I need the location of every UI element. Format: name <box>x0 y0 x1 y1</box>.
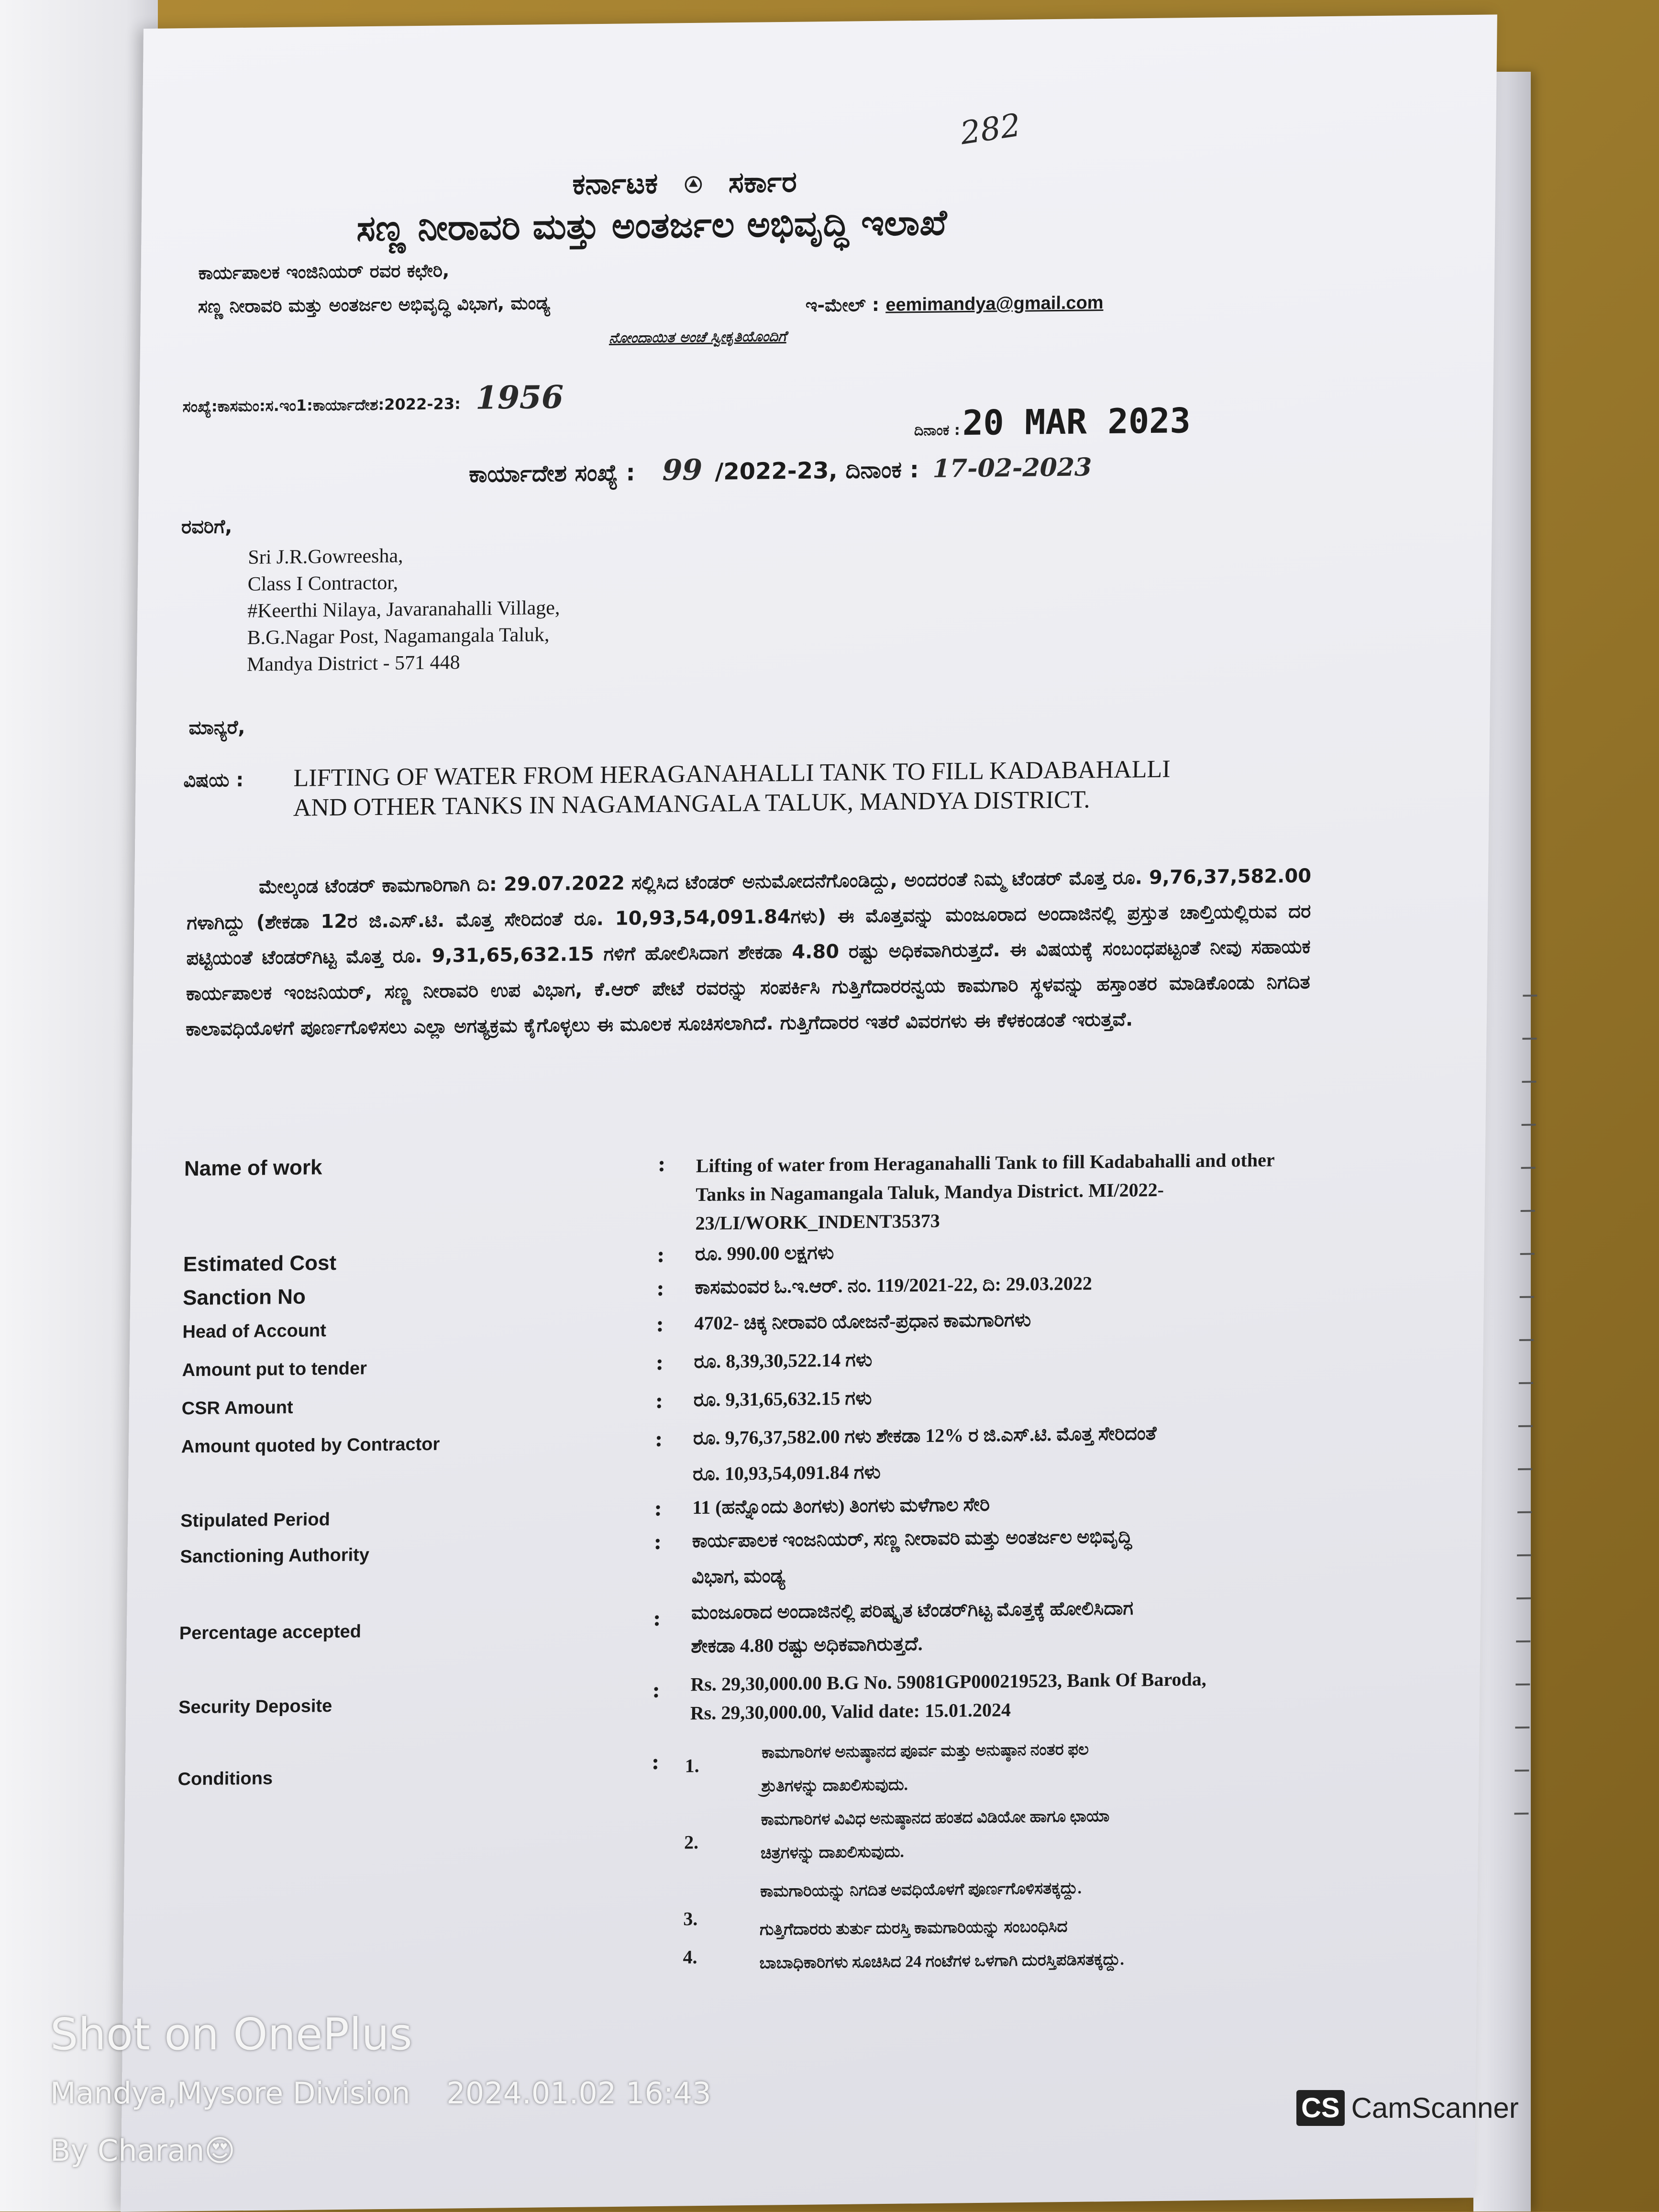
detail-value-percentage-accepted: ಮಂಜೂರಾದ ಅಂದಾಜಿನಲ್ಲಿ ಪರಿಷ್ಕೃತ ಟೆಂಡರ್‌ಗಿಟ್ಟ ಮೊತ್ತಕ್ಕೆ ಹೋಲಿಸಿದಾಗ <box>691 1597 1134 1624</box>
colon-separator: : <box>654 1427 663 1452</box>
camscanner-logo-icon: CS <box>1296 2090 1345 2126</box>
colon-separator: : <box>656 1312 664 1337</box>
date-stamp: 20 MAR 2023 <box>962 400 1191 443</box>
photo-meta <box>50 2076 711 2111</box>
email-block <box>805 291 1103 317</box>
detail-value-stipulated-period: 11 (ಹನ್ನೊಂದು ತಿಂಗಳು) ತಿಂಗಳು ಮಳೆಗಾಲ ಸೇರಿ <box>692 1493 990 1519</box>
reference-handwritten: 1956 <box>475 378 564 417</box>
detail-value-sanctioning-authority-2: ವಿಭಾಗ, ಮಂಡ್ಯ <box>691 1565 785 1588</box>
date-block <box>914 400 1191 443</box>
govt-name: ಕರ್ನಾಟಕ <box>572 166 658 201</box>
detail-label: Amount put to tender <box>182 1358 367 1381</box>
office-line-2: ಸಣ್ಣ ನೀರಾವರಿ ಮತ್ತು ಅಂತರ್ಜಲ ಅಭಿವೃದ್ಧಿ ವಿಭಾಗ, ಮಂಡ್ಯ <box>198 292 551 317</box>
colon-separator: : <box>656 1276 664 1301</box>
colon-separator: : <box>653 1530 662 1555</box>
condition-text: ಚಿತ್ರಗಳನ್ನು ದಾಖಲಿಸುವುದು. <box>760 1843 905 1862</box>
detail-value-security-deposit: Rs. 29,30,000.00 B.G No. 59081GP000219523, Bank Of Baroda, <box>690 1668 1206 1695</box>
condition-text: ಕಾಮಗಾರಿಗಳ ವಿವಿಧ ಅನುಷ್ಠಾನದ ಹಂತದ ವಿಡಿಯೋ ಹಾಗೂ ಛಾಯಾ <box>761 1807 1110 1829</box>
condition-text: ಶ್ರುತಿಗಳನ್ನು ದಾಖಲಿಸುವುದು. <box>761 1776 908 1795</box>
detail-label: CSR Amount <box>181 1397 293 1419</box>
condition-text: ಕಾಮಗಾರಿಯನ್ನು ನಿಗದಿತ ಅವಧಿಯೊಳಗೆ ಪೂರ್ಣಗೊಳಿಸತಕ್ಕದ್ದು. <box>760 1879 1082 1901</box>
detail-label: Percentage accepted <box>179 1621 362 1644</box>
colon-separator: : <box>657 1152 666 1177</box>
detail-value-head-of-account: 4702- ಚಿಕ್ಕ ನೀರಾವರಿ ಯೋಜನೆ-ಪ್ರಧಾನ ಕಾಮಗಾರಿಗಳು <box>694 1309 1031 1334</box>
condition-text: ಕಾಮಗಾರಿಗಳ ಅನುಷ್ಠಾನದ ಪೂರ್ವ ಮತ್ತು ಅನುಷ್ಠಾನ ನಂತರ ಫಲ <box>761 1740 1089 1762</box>
work-order-number: 99 <box>662 453 703 487</box>
email-label: ಇ-ಮೇಲ್ : <box>805 294 880 316</box>
condition-number: 4. <box>683 1946 697 1968</box>
salutation: ಮಾನ್ಯರೆ, <box>188 716 245 739</box>
work-order-rest: /2022-23, ದಿನಾಂಕ : <box>715 456 919 485</box>
detail-label: Security Deposite <box>178 1696 332 1718</box>
photo-timestamp: 2024.01.02 16:43 <box>446 2076 711 2111</box>
work-order-line <box>469 449 1092 489</box>
date-label: ದಿನಾಂಕ : <box>914 422 961 440</box>
recipient-to-label: ರವರಿಗೆ, <box>181 516 232 539</box>
department-name: ಸಣ್ಣ ನೀರಾವರಿ ಮತ್ತು ಅಂತರ್ಜಲ ಅಭಿವೃದ್ಧಿ ಇಲಾಖೆ <box>356 202 947 250</box>
subject-label: ವಿಷಯ : <box>183 769 244 792</box>
detail-value-amount-put-to-tender: ರೂ. 8,39,30,522.14 ಗಳು <box>694 1349 873 1373</box>
reference-number <box>182 378 564 419</box>
photo-author: By Charan😍 <box>50 2133 235 2168</box>
photo-location: Mandya,Mysore Division <box>50 2076 410 2111</box>
handwritten-page-number: 282 <box>958 106 1023 152</box>
detail-label: Head of Account <box>182 1321 327 1343</box>
detail-value-name-of-work: Lifting of water from Heraganahalli Tank to fill Kadabahalli and other Tanks in Nagamangala Taluk, Mandya District. MI/2022-23/LI/WORK_INDENT35373 <box>695 1149 1275 1234</box>
registered-post-note: ನೋಂದಾಯಿತ ಅಂಚೆ ಸ್ವೀಕೃತಿಯೊಂದಿಗೆ <box>608 328 787 347</box>
condition-text: ಗುತ್ತಿಗೆದಾರರು ತುರ್ತು ದುರಸ್ತಿ ಕಾಮಗಾರಿಯನ್ನು ಸಂಬಂಧಿಸಿದ <box>759 1917 1068 1939</box>
condition-number: 1. <box>685 1755 700 1777</box>
subject-line: AND OTHER TANKS IN NAGAMANGALA TALUK, MANDYA DISTRICT. <box>293 786 1090 822</box>
colon-separator: : <box>653 1606 661 1631</box>
detail-label: Name of work <box>184 1156 322 1181</box>
colon-separator: : <box>651 1750 660 1775</box>
detail-value-sanction-no: ಕಾಸಮಂವರ ಓ.ಇ.ಆರ್. ನಂ. 119/2021-22, ದಿ: 29.03.2022 <box>695 1272 1093 1299</box>
address-line: #Keerthi Nilaya, Javaranahalli Village, <box>247 596 560 622</box>
detail-label: Amount quoted by Contractor <box>181 1434 440 1457</box>
condition-number: 3. <box>683 1908 698 1930</box>
work-order-date: 17-02-2023 <box>932 452 1092 484</box>
address-line: Mandya District - 571 448 <box>246 651 460 676</box>
details-table <box>177 1145 1332 1972</box>
work-order-label: ಕಾರ್ಯಾದೇಶ ಸಂಖ್ಯೆ : <box>468 459 636 488</box>
detail-value-amount-quoted-gst: ರೂ. 10,93,54,091.84 ಗಳು <box>692 1461 881 1485</box>
camscanner-watermark <box>1296 2090 1519 2126</box>
address-line: Sri J.R.Gowreesha, <box>248 545 403 569</box>
detail-label: Conditions <box>177 1768 273 1790</box>
address-line: Class I Contractor, <box>247 572 398 595</box>
condition-text: ಬಾಬಾಧಿಕಾರಿಗಳು ಸೂಚಿಸಿದ 24 ಗಂಟೆಗಳ ಒಳಗಾಗಿ ದುರಸ್ತಿಪಡಿಸತಕ್ಕದ್ದು. <box>759 1950 1125 1972</box>
condition-number: 2. <box>684 1831 699 1853</box>
govt-title <box>572 165 797 201</box>
detail-value-sanctioning-authority: ಕಾರ್ಯಪಾಲಕ ಇಂಜನಿಯರ್, ಸಣ್ಣ ನೀರಾವರಿ ಮತ್ತು ಅಂತರ್ಜಲ ಅಭಿವೃದ್ಧಿ <box>692 1525 1132 1552</box>
detail-label: Stipulated Period <box>180 1509 330 1531</box>
detail-value-estimated-cost: ರೂ. 990.00 ಲಕ್ಷಗಳು <box>695 1242 834 1265</box>
email-address: eemimandya@gmail.com <box>885 293 1104 315</box>
detail-value-security-deposit-2: Rs. 29,30,000.00, Valid date: 15.01.2024 <box>690 1699 1011 1724</box>
address-line: B.G.Nagar Post, Nagamangala Taluk, <box>247 624 550 649</box>
detail-value-csr-amount: ರೂ. 9,31,65,632.15 ಗಳು <box>693 1387 872 1411</box>
colon-separator: : <box>652 1678 660 1703</box>
detail-value-percentage-accepted-2: ಶೇಕಡಾ 4.80 ರಷ್ಟು ಅಧಿಕವಾಗಿರುತ್ತದೆ. <box>691 1633 923 1657</box>
detail-label: Sanction No <box>182 1285 306 1310</box>
colon-separator: : <box>654 1496 662 1521</box>
reference-label: ಸಂಖ್ಯೆ:ಕಾಸಮಂ:ಸ.ಇಂ1:ಕಾರ್ಯಾದೇಶ:2022-23: <box>182 395 461 416</box>
colon-separator: : <box>655 1350 664 1375</box>
conditions-list <box>683 1739 1307 1972</box>
body-paragraph: ಮೇಲ್ಕಂಡ ಟೆಂಡರ್ ಕಾಮಗಾರಿಗಾಗಿ ದಿ: 29.07.2022 ಸಲ್ಲಿಸಿದ ಟೆಂಡರ್ ಅನುಮೋದನೆಗೊಂಡಿದ್ದು, ಅಂದರಂತೆ ನಿಮ್ಮ ಟೆಂಡರ್ ಮೊತ್ತ ರೂ. 9,76,37,582.00 ಗಳಾಗಿದ್ದು (ಶೇಕಡಾ 12ರ ಜಿ.ಎಸ್.ಟಿ. ಮೊತ್ತ ಸೇರಿದಂತೆ ರೂ. 10,93,54,091.84ಗಳು) ಈ ಮೊತ್ತವನ್ನು ಮಂಜೂರಾದ ಅಂದಾಜಿನಲ್ಲಿ ಪ್ರಸ್ತುತ ಚಾಲ್ತಿಯಲ್ಲಿರುವ ದರ ಪಟ್ಟಿಯಂತೆ ಟೆಂಡರ್‌ಗಿಟ್ಟ ಮೊತ್ತ ರೂ. 9,31,65,632.15 ಗಳಿಗೆ ಹೋಲಿಸಿದಾಗ ಶೇಕಡಾ 4.80 ರಷ್ಟು ಅಧಿಕವಾಗಿರುತ್ತದೆ. ಈ ವಿಷಯಕ್ಕೆ ಸಂಬಂಧಪಟ್ಟಂತೆ ನೀವು ಸಹಾಯಕ ಕಾರ್ಯಪಾಲಕ ಇಂಜನಿಯರ್, ಸಣ್ಣ ನೀರಾವರಿ ಉಪ ವಿಭಾಗ, ಕೆ.ಆರ್ ಪೇಟೆ ರವರನ್ನು ಸಂಪರ್ಕಿಸಿ ಗುತ್ತಿಗೆದಾರರನ್ವಯ ಕಾಮಗಾರಿ ಸ್ಥಳವನ್ನು ಹಸ್ತಾಂತರ ಮಾಡಿಕೊಂಡು ನಿಗದಿತ ಕಾಲಾವಧಿಯೊಳಗೆ ಪೂರ್ಣಗೊಳಿಸಲು ಎಲ್ಲಾ ಅಗತ್ಯಕ್ರಮ ಕೈಗೊಳ್ಳಲು ಈ ಮೂಲಕ ಸೂಚಿಸಲಾಗಿದೆ. ಗುತ್ತಿಗೆದಾರರ ಇತರೆ ವಿವರಗಳು ಈ ಕೆಳಕಂಡಂತೆ ಇರುತ್ತವೆ. <box>185 865 1312 1041</box>
detail-label: Estimated Cost <box>183 1251 337 1277</box>
detail-value-amount-quoted: ರೂ. 9,76,37,582.00 ಗಳು ಶೇಕಡಾ 12% ರ ಜಿ.ಎಸ್.ಟಿ. ಮೊತ್ತ ಸೇರಿದಂತೆ <box>693 1422 1157 1449</box>
subject-text <box>293 755 1171 823</box>
recipient-address <box>247 541 561 678</box>
govt-word: ಸರ್ಕಾರ <box>728 165 797 200</box>
colon-separator: : <box>656 1243 665 1267</box>
detail-label: Sanctioning Authority <box>180 1545 370 1567</box>
state-emblem-icon <box>682 174 704 196</box>
colon-separator: : <box>655 1388 664 1413</box>
subject-line: LIFTING OF WATER FROM HERAGANAHALLI TANK TO FILL KADABAHALLI <box>293 755 1171 792</box>
document-page <box>121 14 1497 2212</box>
shot-on-label: Shot on OnePlus <box>50 2009 412 2060</box>
office-line-1: ಕಾರ್ಯಪಾಲಕ ಇಂಜಿನಿಯರ್ ರವರ ಕಛೇರಿ, <box>198 260 450 284</box>
camscanner-brand: CamScanner <box>1351 2092 1519 2124</box>
